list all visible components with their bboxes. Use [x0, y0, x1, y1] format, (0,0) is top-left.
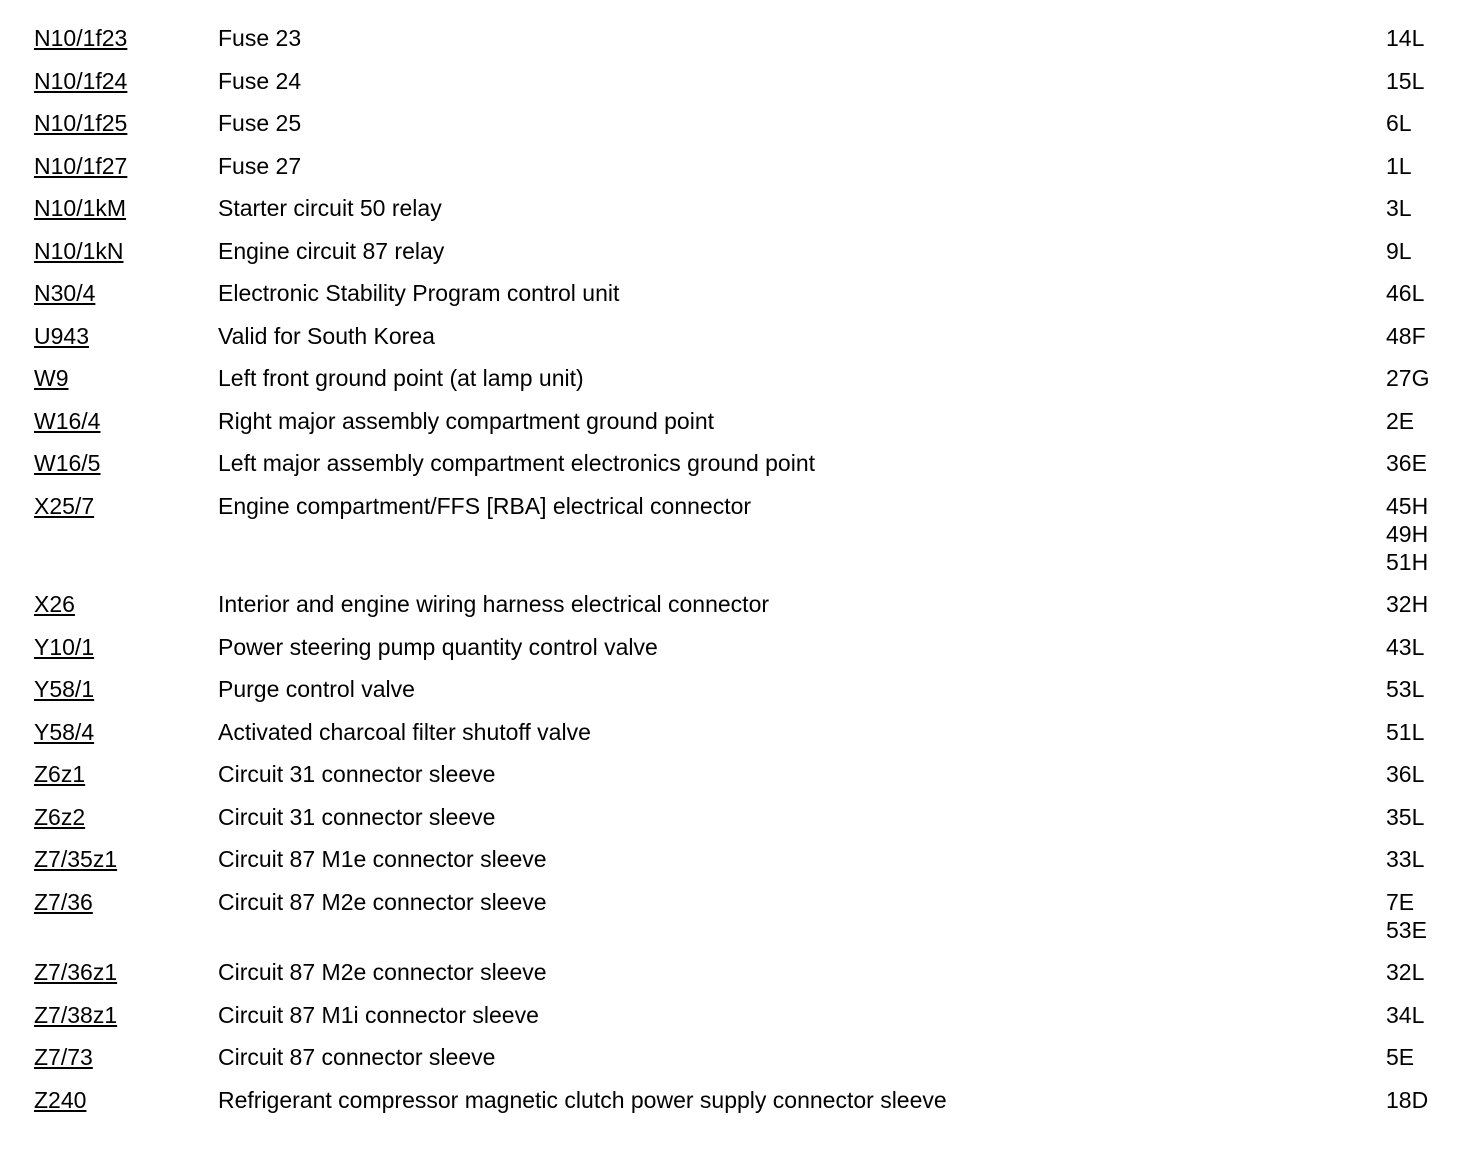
grid-location: 48F	[1386, 322, 1426, 349]
grid-location-list	[1386, 24, 1454, 52]
grid-location: 36L	[1386, 761, 1425, 787]
component-code-link[interactable]: U943	[34, 322, 89, 349]
component-code-cell	[34, 449, 218, 477]
component-description: Fuse 25	[218, 110, 302, 136]
grid-location-list	[1386, 152, 1454, 180]
component-code-link[interactable]: N10/1kN	[34, 237, 124, 264]
component-code-cell	[34, 109, 218, 137]
component-code-cell	[34, 279, 218, 307]
grid-location: 34L	[1386, 1001, 1425, 1028]
grid-location: 33L	[1386, 846, 1425, 872]
component-description: Interior and engine wiring harness electrical connector	[218, 591, 770, 617]
grid-location: 1L	[1386, 152, 1412, 179]
component-code-link[interactable]: N10/1f25	[34, 110, 128, 136]
grid-location-list	[1386, 1086, 1454, 1114]
component-code-link[interactable]: N10/1kM	[34, 195, 127, 221]
component-code-link[interactable]: Z7/36	[34, 888, 93, 915]
component-code-cell	[34, 760, 218, 788]
grid-location-list	[1386, 237, 1454, 265]
component-code-link[interactable]: Z7/73	[34, 1044, 93, 1070]
legend-row	[34, 237, 1454, 265]
grid-location: 36E	[1386, 450, 1427, 476]
component-description: Circuit 87 M2e connector sleeve	[218, 959, 547, 985]
component-description: Fuse 24	[218, 67, 302, 94]
grid-location: 18D	[1386, 1086, 1429, 1113]
grid-location-list	[1386, 194, 1454, 222]
legend-row	[34, 675, 1454, 703]
legend-row	[34, 194, 1454, 222]
component-description: Purge control valve	[218, 676, 415, 702]
grid-location: 9L	[1386, 237, 1412, 264]
component-description: Fuse 27	[218, 152, 302, 179]
component-legend-table	[34, 24, 1454, 1128]
component-code-cell	[34, 1043, 218, 1071]
component-code-link[interactable]: N30/4	[34, 280, 96, 306]
component-code-link[interactable]: Y10/1	[34, 633, 95, 660]
grid-location: 45H	[1386, 492, 1429, 519]
component-code-link[interactable]: Z7/38z1	[34, 1001, 118, 1028]
grid-location: 15L	[1386, 67, 1425, 94]
legend-row	[34, 760, 1454, 788]
legend-row	[34, 633, 1454, 661]
grid-location: 2E	[1386, 407, 1415, 434]
grid-location-list	[1386, 675, 1454, 703]
component-code-cell	[34, 194, 218, 222]
grid-location-list	[1386, 803, 1454, 831]
grid-location-list	[1386, 279, 1454, 307]
component-code-link[interactable]: W16/5	[34, 450, 101, 476]
component-code-link[interactable]: Y58/4	[34, 718, 95, 745]
component-description: Fuse 23	[218, 25, 302, 51]
grid-location-list	[1386, 760, 1454, 788]
component-description: Circuit 87 M2e connector sleeve	[218, 888, 547, 915]
grid-location-list	[1386, 322, 1454, 350]
legend-row	[34, 718, 1454, 746]
legend-row	[34, 1043, 1454, 1071]
component-code-cell	[34, 633, 218, 661]
component-code-link[interactable]: Z7/35z1	[34, 846, 118, 872]
component-code-link[interactable]: Z7/36z1	[34, 959, 118, 985]
component-description: Engine compartment/FFS [RBA] electrical connector	[218, 492, 752, 519]
component-code-cell	[34, 675, 218, 703]
grid-location: 53E	[1386, 916, 1427, 943]
grid-location: 5E	[1386, 1044, 1415, 1070]
component-code-cell	[34, 152, 218, 180]
component-description: Right major assembly compartment ground point	[218, 407, 715, 434]
component-code-cell	[34, 888, 218, 916]
grid-location-list	[1386, 109, 1454, 137]
component-code-cell	[34, 958, 218, 986]
legend-row	[34, 1086, 1454, 1114]
grid-location-list	[1386, 958, 1454, 986]
grid-location: 49H	[1386, 520, 1429, 547]
grid-location: 43L	[1386, 633, 1425, 660]
grid-location-list	[1386, 888, 1454, 944]
legend-row	[34, 888, 1454, 944]
grid-location-list	[1386, 407, 1454, 435]
grid-location-list	[1386, 718, 1454, 746]
component-code-cell	[34, 67, 218, 95]
component-code-cell	[34, 24, 218, 52]
component-description: Circuit 87 M1i connector sleeve	[218, 1001, 539, 1028]
grid-location-list	[1386, 67, 1454, 95]
legend-row	[34, 492, 1454, 576]
component-code-link[interactable]: X25/7	[34, 492, 95, 519]
grid-location: 32H	[1386, 591, 1429, 617]
component-code-cell	[34, 1001, 218, 1029]
legend-row	[34, 407, 1454, 435]
component-description: Valid for South Korea	[218, 322, 435, 349]
legend-row	[34, 803, 1454, 831]
grid-location: 7E	[1386, 888, 1415, 915]
component-code-cell	[34, 1086, 218, 1114]
legend-row	[34, 449, 1454, 477]
component-description: Circuit 31 connector sleeve	[218, 803, 496, 830]
grid-location-list	[1386, 633, 1454, 661]
component-description: Starter circuit 50 relay	[218, 195, 442, 221]
component-code-cell	[34, 407, 218, 435]
component-description: Circuit 31 connector sleeve	[218, 761, 496, 787]
component-code-link[interactable]: Z240	[34, 1086, 87, 1113]
grid-location-list	[1386, 590, 1454, 618]
grid-location: 3L	[1386, 195, 1412, 221]
grid-location-list	[1386, 845, 1454, 873]
grid-location: 35L	[1386, 803, 1425, 830]
component-code-link[interactable]: Y58/1	[34, 676, 95, 702]
component-description: Left major assembly compartment electronics ground point	[218, 450, 816, 476]
component-code-cell	[34, 492, 218, 520]
legend-row	[34, 109, 1454, 137]
component-code-link[interactable]: N10/1f24	[34, 67, 128, 94]
legend-row	[34, 590, 1454, 618]
grid-location: 46L	[1386, 280, 1425, 306]
component-description: Circuit 87 M1e connector sleeve	[218, 846, 547, 872]
component-code-link[interactable]: N10/1f23	[34, 25, 128, 51]
component-description: Refrigerant compressor magnetic clutch power supply connector sleeve	[218, 1086, 947, 1113]
legend-row	[34, 958, 1454, 986]
component-description: Left front ground point (at lamp unit)	[218, 365, 584, 391]
component-code-cell	[34, 590, 218, 618]
legend-row	[34, 152, 1454, 180]
component-code-link[interactable]: W9	[34, 365, 69, 391]
grid-location: 27G	[1386, 365, 1430, 391]
grid-location: 53L	[1386, 676, 1425, 702]
component-code-cell	[34, 845, 218, 873]
component-description: Activated charcoal filter shutoff valve	[218, 718, 591, 745]
component-code-cell	[34, 803, 218, 831]
grid-location-list	[1386, 364, 1454, 392]
component-description: Power steering pump quantity control valve	[218, 633, 658, 660]
legend-row	[34, 24, 1454, 52]
component-code-link[interactable]: W16/4	[34, 407, 101, 434]
component-code-link[interactable]: Z6z2	[34, 803, 86, 830]
legend-row	[34, 845, 1454, 873]
legend-row	[34, 1001, 1454, 1029]
grid-location-list	[1386, 1001, 1454, 1029]
grid-location-list	[1386, 492, 1454, 576]
component-description: Circuit 87 connector sleeve	[218, 1044, 496, 1070]
legend-row	[34, 279, 1454, 307]
component-code-cell	[34, 322, 218, 350]
grid-location-list	[1386, 449, 1454, 477]
grid-location: 32L	[1386, 959, 1425, 985]
component-code-link[interactable]: N10/1f27	[34, 152, 128, 179]
component-description: Electronic Stability Program control unit	[218, 280, 620, 306]
legend-row	[34, 364, 1454, 392]
component-code-cell	[34, 364, 218, 392]
grid-location: 51L	[1386, 718, 1425, 745]
component-code-cell	[34, 237, 218, 265]
grid-location: 51H	[1386, 548, 1429, 575]
component-code-cell	[34, 718, 218, 746]
legend-row	[34, 322, 1454, 350]
component-description: Engine circuit 87 relay	[218, 237, 445, 264]
grid-location: 6L	[1386, 110, 1412, 136]
grid-location: 14L	[1386, 25, 1425, 51]
legend-row	[34, 67, 1454, 95]
grid-location-list	[1386, 1043, 1454, 1071]
component-code-link[interactable]: X26	[34, 591, 75, 617]
component-code-link[interactable]: Z6z1	[34, 761, 86, 787]
